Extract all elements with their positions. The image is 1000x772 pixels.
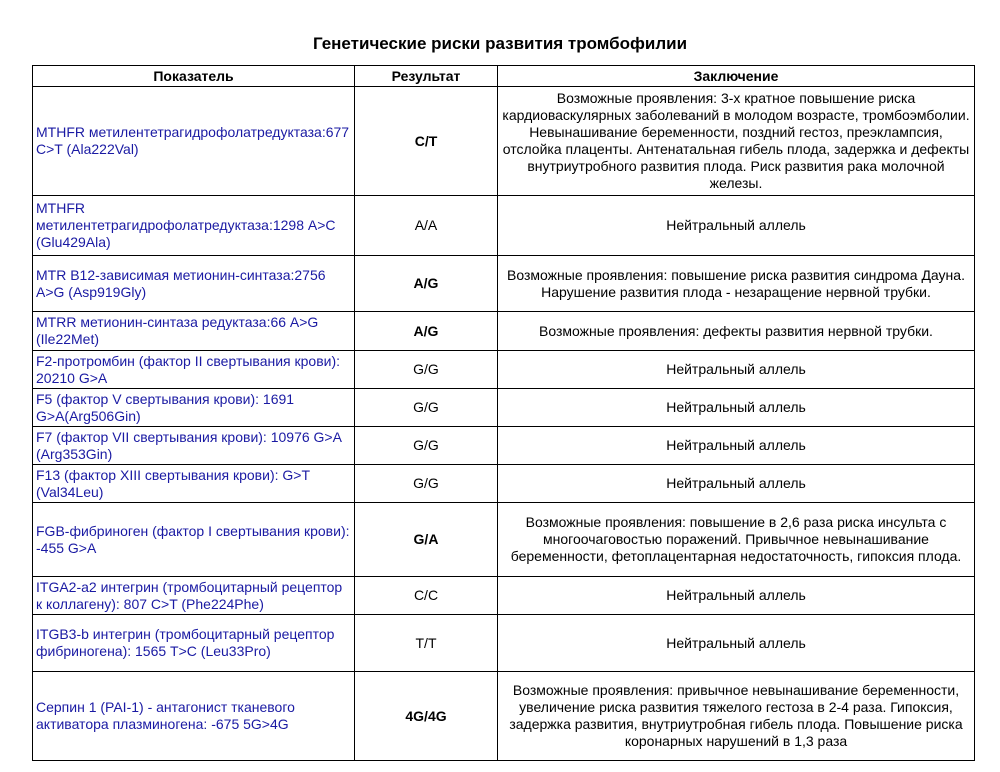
indicator-cell: ITGB3-b интегрин (тромбоцитарный рецептор фибриногена): 1565 T>C (Leu33Pro) xyxy=(33,615,355,672)
conclusion-cell: Нейтральный аллель xyxy=(498,351,975,389)
table-row xyxy=(33,389,975,427)
conclusion-cell: Нейтральный аллель xyxy=(498,577,975,615)
result-cell: A/G xyxy=(355,256,498,312)
conclusion-cell: Возможные проявления: 3-х кратное повышение риска кардиоваскулярных заболеваний в молодом возрасте, тромбоэмболии. Невынашивание беременности, поздний гестоз, преэклампсия, отслойка плаценты. Антенатальная гибель плода, задержка и дефекты внутриутробного развития плода. Риск развития рака молочной железы. xyxy=(498,87,975,196)
result-cell: G/G xyxy=(355,351,498,389)
table-row xyxy=(33,465,975,503)
header-indicator: Показатель xyxy=(33,66,355,87)
conclusion-cell: Нейтральный аллель xyxy=(498,615,975,672)
conclusion-cell: Возможные проявления: повышение риска развития синдрома Дауна. Нарушение развития плода - незаращение нервной трубки. xyxy=(498,256,975,312)
result-cell: G/G xyxy=(355,389,498,427)
table-row xyxy=(33,503,975,577)
result-cell: A/G xyxy=(355,312,498,351)
conclusion-cell: Нейтральный аллель xyxy=(498,389,975,427)
indicator-cell: MTHFR метилентетрагидрофолатредуктаза:677 C>T (Ala222Val) xyxy=(33,87,355,196)
table-row xyxy=(33,312,975,351)
result-cell: C/C xyxy=(355,577,498,615)
table-row xyxy=(33,672,975,761)
indicator-cell: Серпин 1 (PAI-1) - антагонист тканевого активатора плазминогена: -675 5G>4G xyxy=(33,672,355,761)
header-conclusion: Заключение xyxy=(498,66,975,87)
table-row xyxy=(33,87,975,196)
header-row xyxy=(33,66,975,87)
table-row xyxy=(33,577,975,615)
table-row xyxy=(33,615,975,672)
results-table xyxy=(32,65,975,761)
indicator-cell: F5 (фактор V свертывания крови): 1691 G>A(Arg506Gin) xyxy=(33,389,355,427)
page-title: Генетические риски развития тромбофилии xyxy=(312,34,688,53)
result-cell: 4G/4G xyxy=(355,672,498,761)
table-row xyxy=(33,196,975,256)
indicator-cell: F7 (фактор VII свертывания крови): 10976 G>A (Arg353Gin) xyxy=(33,427,355,465)
conclusion-cell: Нейтральный аллель xyxy=(498,427,975,465)
result-cell: T/T xyxy=(355,615,498,672)
header-result: Результат xyxy=(355,66,498,87)
conclusion-cell: Нейтральный аллель xyxy=(498,196,975,256)
result-cell: C/T xyxy=(355,87,498,196)
conclusion-cell: Возможные проявления: привычное невынашивание беременности, увеличение риска развития тяжелого гестоза в 2-4 раза. Гипоксия, задержка развития, внутриутробная гибель плода. Повышение риска коронарных нарушений в 1,3 раза xyxy=(498,672,975,761)
indicator-cell: MTRR метионин-синтаза редуктаза:66 A>G (Ile22Met) xyxy=(33,312,355,351)
result-cell: G/A xyxy=(355,503,498,577)
indicator-cell: MTR B12-зависимая метионин-синтаза:2756 A>G (Asp919Gly) xyxy=(33,256,355,312)
table-row xyxy=(33,427,975,465)
result-cell: A/A xyxy=(355,196,498,256)
table-row xyxy=(33,351,975,389)
table-row xyxy=(33,256,975,312)
conclusion-cell: Возможные проявления: дефекты развития нервной трубки. xyxy=(498,312,975,351)
result-cell: G/G xyxy=(355,465,498,503)
indicator-cell: F2-протромбин (фактор II свертывания крови): 20210 G>A xyxy=(33,351,355,389)
conclusion-cell: Возможные проявления: повышение в 2,6 раза риска инсульта с многоочаговостью поражений. Привычное невынашивание беременности, фетоплацентарная недостаточность, гипоксия плода. xyxy=(498,503,975,577)
indicator-cell: MTHFR метилентетрагидрофолатредуктаза:1298 A>C (Glu429Ala) xyxy=(33,196,355,256)
indicator-cell: FGB-фибриноген (фактор I свертывания крови): -455 G>A xyxy=(33,503,355,577)
result-cell: G/G xyxy=(355,427,498,465)
conclusion-cell: Нейтральный аллель xyxy=(498,465,975,503)
indicator-cell: ITGA2-a2 интегрин (тромбоцитарный рецептор к коллагену): 807 C>T (Phe224Phe) xyxy=(33,577,355,615)
indicator-cell: F13 (фактор XIII свертывания крови): G>T (Val34Leu) xyxy=(33,465,355,503)
